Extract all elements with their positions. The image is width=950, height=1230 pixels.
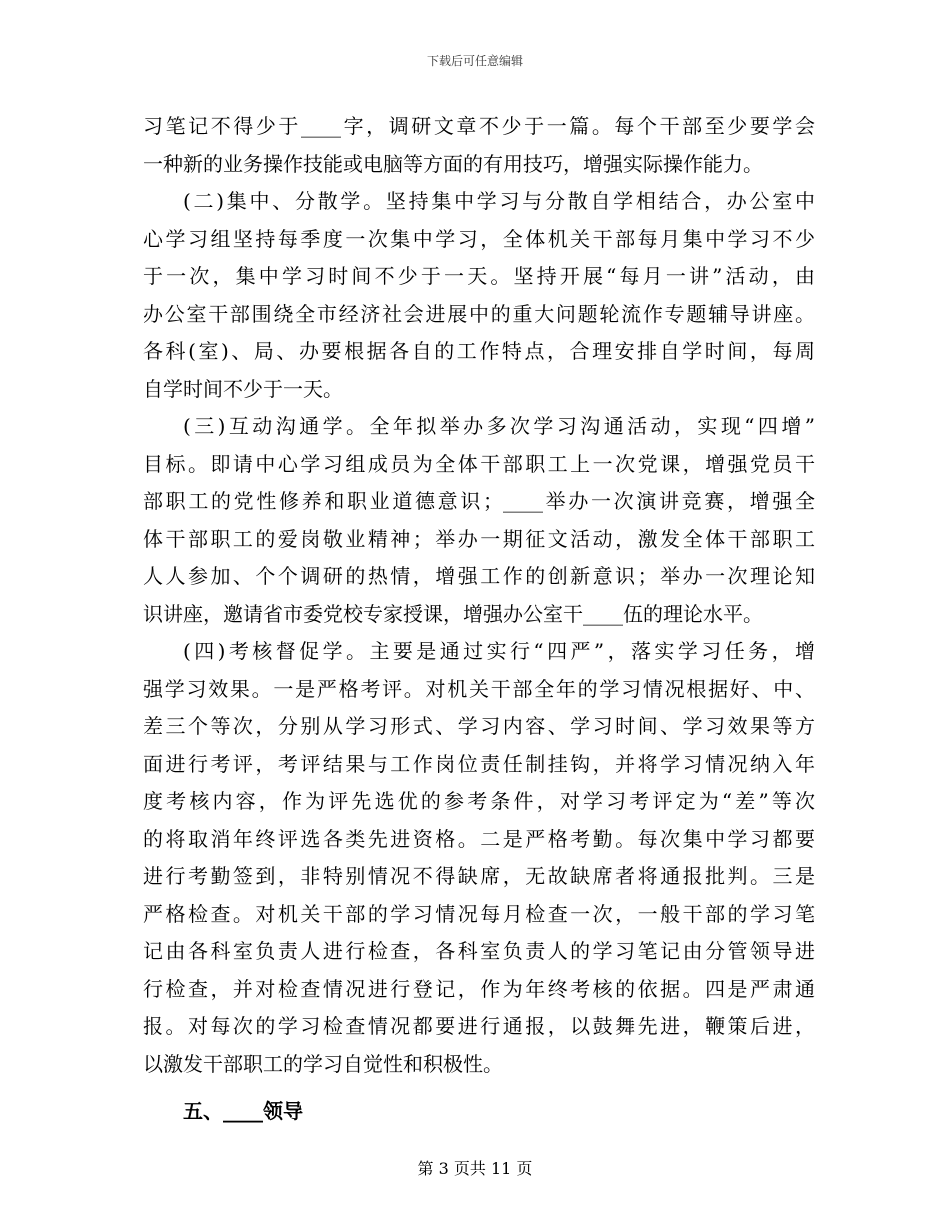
body-line: 目标。即请中心学习组成员为全体干部职工上一次党课，增强党员干: [143, 451, 815, 476]
page-footer: 第 3 页共 11 页: [417, 1159, 533, 1178]
body-line: 以激发干部职工的学习自觉性和积极性。: [143, 1051, 503, 1076]
page-header: 下载后可任意编辑: [426, 54, 523, 68]
body-line: 习笔记不得少于____字，调研文章不少于一篇。每个干部至少要学会: [143, 114, 815, 138]
section-3-line: (三)互动沟通学。全年拟举办多次学习沟通活动，实现“四增”: [183, 414, 815, 438]
body-line: 办公室干部围绕全市经济社会进展中的重大问题轮流作专题辅导讲座。: [143, 301, 815, 326]
section-2-line: (二)集中、分散学。坚持集中学习与分散自学相结合，办公室中: [183, 189, 815, 213]
body-line: 人人参加、个个调研的热情，增强工作的创新意识；举办一次理论知: [143, 564, 815, 588]
body-line: 一种新的业务操作技能或电脑等方面的有用技巧，增强实际操作能力。: [143, 151, 763, 176]
section-heading: 五、____领导: [183, 1099, 303, 1123]
body-line: 部职工的党性修养和职业道德意识；____举办一次演讲竞赛，增强全: [143, 489, 815, 513]
body-line: 自学时间不少于一天。: [143, 376, 343, 401]
body-line: 体干部职工的爱岗敬业精神；举办一期征文活动，激发全体干部职工: [143, 526, 815, 551]
body-line: 的将取消年终评选各类先进资格。二是严格考勤。每次集中学习都要: [143, 826, 815, 851]
section-4-line: (四)考核督促学。主要是通过实行“四严”，落实学习任务，增: [183, 639, 815, 663]
body-line: 进行考勤签到，非特别情况不得缺席，无故缺席者将通报批判。三是: [143, 864, 815, 888]
body-line: 记由各科室负责人进行检查，各科室负责人的学习笔记由分管领导进: [143, 939, 815, 963]
body-line: 差三个等次，分别从学习形式、学习内容、学习时间、学习效果等方: [143, 714, 815, 738]
body-line: 严格检查。对机关干部的学习情况每月检查一次，一般干部的学习笔: [143, 901, 815, 926]
body-line: 心学习组坚持每季度一次集中学习，全体机关干部每月集中学习不少: [143, 226, 815, 251]
body-line: 度考核内容，作为评先选优的参考条件，对学习考评定为“差”等次: [143, 789, 815, 813]
body-line: 强学习效果。一是严格考评。对机关干部全年的学习情况根据好、中、: [143, 676, 815, 701]
body-line: 报。对每次的学习检查情况都要进行通报，以鼓舞先进，鞭策后进，: [143, 1014, 815, 1038]
body-line: 面进行考评，考评结果与工作岗位责任制挂钩，并将学习情况纳入年: [143, 751, 815, 776]
body-line: 行检查，并对检查情况进行登记，作为年终考核的依据。四是严肃通: [143, 976, 815, 1001]
spacer: [143, 1083, 815, 1091]
body-line: 识讲座，邀请省市委党校专家授课，增强办公室干____伍的理论水平。: [143, 601, 763, 626]
document-body: [143, 108, 815, 1131]
body-line: 于一次，集中学习时间不少于一天。坚持开展“每月一讲”活动，由: [143, 264, 815, 288]
body-line: 各科(室)、局、办要根据各自的工作特点，合理安排自学时间，每周: [143, 339, 815, 363]
